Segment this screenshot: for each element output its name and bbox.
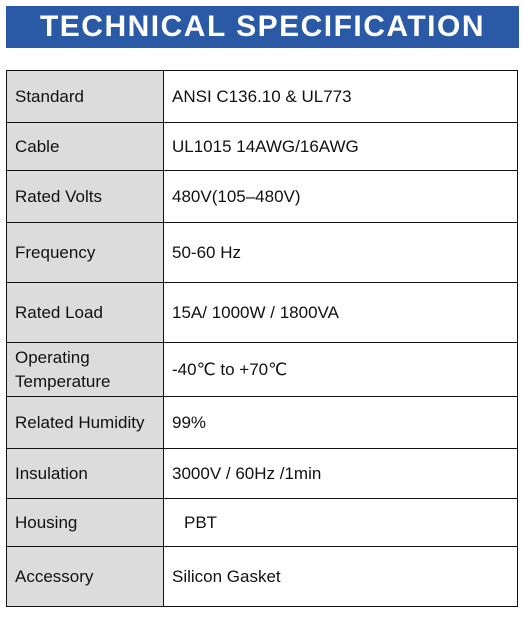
spec-label: Cable <box>7 123 164 171</box>
spec-label: Standard <box>7 71 164 123</box>
spec-value: 99% <box>164 397 518 449</box>
spec-value: 15A/ 1000W / 1800VA <box>164 283 518 343</box>
spec-label: Frequency <box>7 223 164 283</box>
spec-row-standard <box>7 71 518 123</box>
spec-label: Related Humidity <box>7 397 164 449</box>
spec-value: 50-60 Hz <box>164 223 518 283</box>
spec-label: Accessory <box>7 547 164 607</box>
spec-value: ANSI C136.10 & UL773 <box>164 71 518 123</box>
spec-label: Rated Load <box>7 283 164 343</box>
spec-label: Operating Temperature <box>7 343 164 397</box>
spec-value: 480V(105–480V) <box>164 171 518 223</box>
spec-row-rated-volts <box>7 171 518 223</box>
spec-row-housing <box>7 499 518 547</box>
spec-value: -40℃ to +70℃ <box>164 343 518 397</box>
spec-row-operating-temperature <box>7 343 518 397</box>
spec-row-related-humidity <box>7 397 518 449</box>
spec-row-accessory <box>7 547 518 607</box>
page-title: TECHNICAL SPECIFICATION <box>39 10 486 43</box>
spec-value: 3000V / 60Hz /1min <box>164 449 518 499</box>
spec-label: Housing <box>7 499 164 547</box>
spec-value: UL1015 14AWG/16AWG <box>164 123 518 171</box>
spec-row-insulation <box>7 449 518 499</box>
spec-value: Silicon Gasket <box>164 547 518 607</box>
spec-table <box>6 70 518 607</box>
spec-label: Rated Volts <box>7 171 164 223</box>
spec-row-rated-load <box>7 283 518 343</box>
spec-value: PBT <box>164 499 518 547</box>
title-banner <box>6 6 519 48</box>
spec-label: Insulation <box>7 449 164 499</box>
spec-row-cable <box>7 123 518 171</box>
spec-row-frequency <box>7 223 518 283</box>
